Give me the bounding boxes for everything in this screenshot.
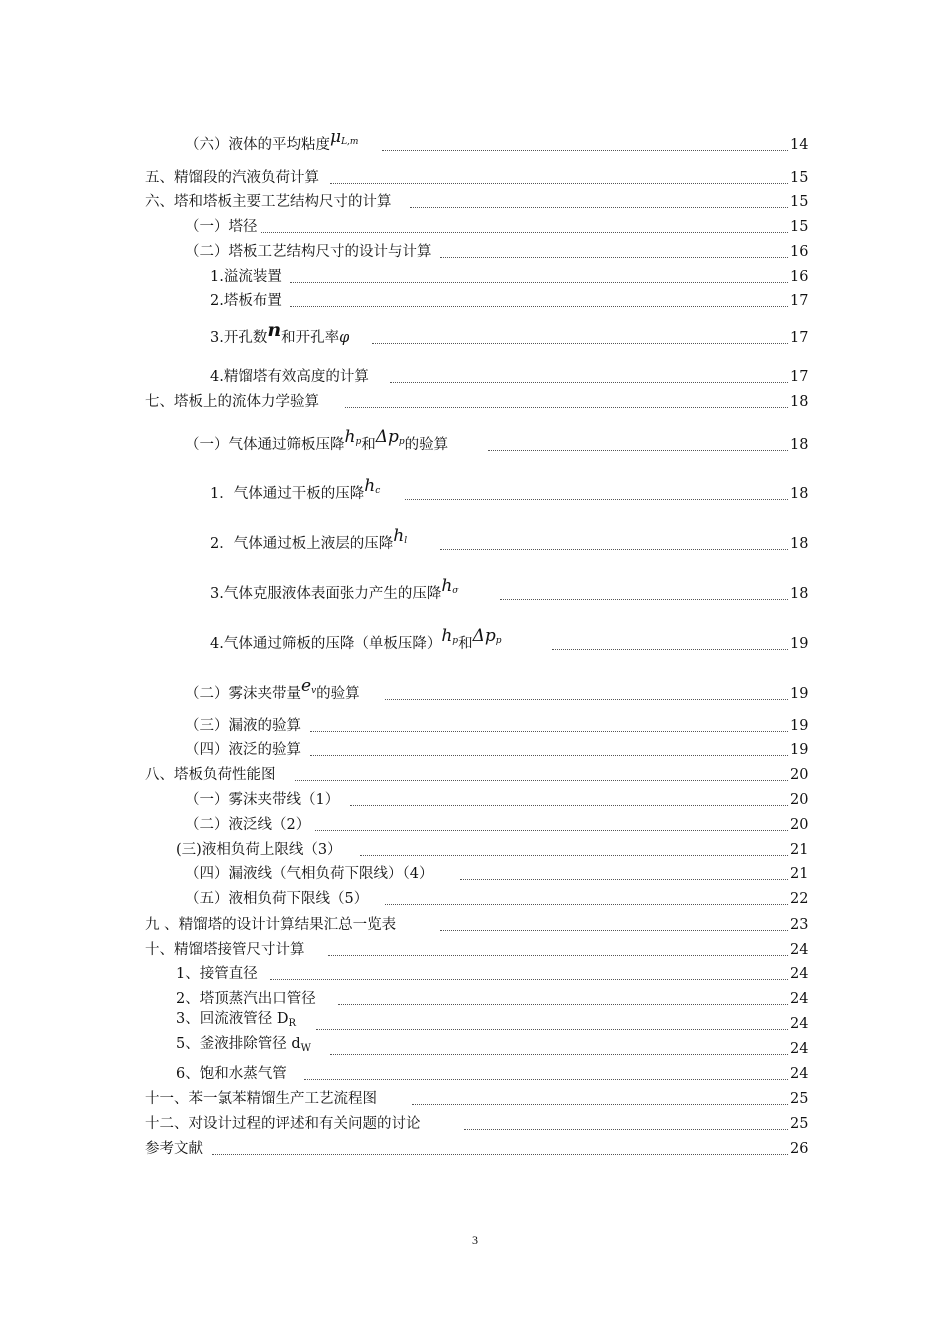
toc-entry — [0, 170, 950, 186]
toc-page-number: 15 — [790, 194, 809, 210]
toc-label: 1.溢流装置 — [210, 269, 285, 285]
dot-leader — [488, 450, 788, 451]
page-number: 3 — [472, 1233, 478, 1247]
toc-label: 3.气体克服液体表面张力产生的压降$h_\sigma$ — [210, 578, 461, 602]
toc-entry — [0, 576, 950, 602]
toc-entry — [0, 676, 950, 702]
toc-page-number: 24 — [790, 942, 809, 958]
dot-leader — [328, 955, 788, 956]
dot-leader — [382, 150, 788, 151]
toc-page-number: 16 — [790, 244, 809, 260]
toc-entry — [0, 1116, 950, 1132]
toc-entry — [0, 369, 950, 385]
toc-page-number: 15 — [790, 219, 809, 235]
toc-page-number: 15 — [790, 170, 809, 186]
toc-label: （四）液泛的验算 — [185, 742, 304, 758]
toc-page-number: 18 — [790, 437, 809, 453]
toc-entry — [0, 293, 950, 309]
dot-leader — [405, 499, 788, 500]
toc-entry — [0, 891, 950, 907]
toc-entry — [0, 269, 950, 285]
formula: $h_p$ — [441, 626, 459, 646]
formula: $h_p$ — [344, 427, 362, 447]
toc-label: （三）漏液的验算 — [185, 718, 304, 734]
toc-entry — [0, 842, 950, 858]
toc-page-number: 24 — [790, 1016, 809, 1032]
toc-page-number: 17 — [790, 330, 809, 346]
toc-entry — [0, 1011, 950, 1032]
dot-leader — [330, 183, 788, 184]
toc-page-number: 23 — [790, 917, 809, 933]
toc-page-number: 24 — [790, 966, 809, 982]
dot-leader — [345, 407, 788, 408]
toc-label: 3.开孔数n和开孔率φ — [210, 322, 352, 346]
toc-page-number: 24 — [790, 991, 809, 1007]
formula: $h_\sigma$ — [441, 576, 459, 596]
toc-label: 十一、苯一氯苯精馏生产工艺流程图 — [145, 1091, 380, 1107]
toc-label: 参考文献 — [145, 1141, 206, 1157]
formula: $h_c$ — [364, 476, 381, 496]
toc-entry — [0, 526, 950, 552]
formula: φ — [339, 330, 350, 346]
toc-label: 5、釜液排除管径 $d_W$ — [176, 1036, 314, 1057]
toc-page-number: 25 — [790, 1116, 809, 1132]
toc-entry — [0, 244, 950, 260]
toc-label: 十二、对设计过程的评述和有关问题的讨论 — [145, 1116, 424, 1132]
toc-entry — [0, 1091, 950, 1107]
dot-leader — [372, 343, 788, 344]
toc-entry — [0, 817, 950, 833]
toc-label: (三)液相负荷上限线（3） — [176, 842, 345, 858]
toc-label: 2.塔板布置 — [210, 293, 285, 309]
dot-leader — [260, 232, 788, 233]
toc-label: （一）塔径 — [185, 219, 261, 235]
toc-label: （二）液泛线（2） — [185, 817, 313, 833]
dot-leader — [310, 755, 788, 756]
toc-entry — [0, 767, 950, 783]
dot-leader — [304, 1079, 788, 1080]
toc-entry — [0, 917, 950, 933]
toc-page-number: 18 — [790, 486, 809, 502]
toc-entry — [0, 319, 950, 346]
toc-page-number: 24 — [790, 1041, 809, 1057]
dot-leader — [440, 549, 788, 550]
formula: $\Delta p_p$ — [375, 427, 405, 447]
toc-entry — [0, 1141, 950, 1157]
dot-leader — [440, 257, 788, 258]
toc-page-number: 16 — [790, 269, 809, 285]
toc-label: 4.气体通过筛板的压降（单板压降）$h_p$和$\Delta p_p$ — [210, 628, 505, 652]
dot-leader — [385, 699, 788, 700]
toc-label: 4.精馏塔有效高度的计算 — [210, 369, 372, 385]
toc-label: 九 、精馏塔的设计计算结果汇总一览表 — [145, 917, 399, 933]
toc-page-number: 17 — [790, 293, 809, 309]
toc-page-number: 20 — [790, 792, 809, 808]
toc-label: 五、精馏段的汽液负荷计算 — [145, 170, 322, 186]
dot-leader — [440, 930, 788, 931]
toc-label: 2、塔顶蒸汽出口管径 — [176, 991, 319, 1007]
dot-leader — [460, 879, 788, 880]
toc-label: 1、接管直径 — [176, 966, 261, 982]
subscript: W — [300, 1043, 311, 1054]
toc-label: 七、塔板上的流体力学验算 — [145, 394, 322, 410]
dot-leader — [316, 1029, 788, 1030]
dot-leader — [290, 282, 788, 283]
subscript: R — [288, 1018, 296, 1029]
toc-entry — [0, 626, 950, 652]
toc-label: 六、塔和塔板主要工艺结构尺寸的计算 — [145, 194, 395, 210]
toc-page-number: 20 — [790, 767, 809, 783]
dot-leader — [464, 1129, 788, 1130]
dot-leader — [315, 830, 788, 831]
toc-entry — [0, 1036, 950, 1057]
toc-entry — [0, 742, 950, 758]
toc-entry — [0, 792, 950, 808]
toc-entry — [0, 966, 950, 982]
toc-page-number: 25 — [790, 1091, 809, 1107]
toc-page-number: 17 — [790, 369, 809, 385]
toc-label: 八、塔板负荷性能图 — [145, 767, 279, 783]
toc-page-number: 19 — [790, 742, 809, 758]
toc-entry — [0, 219, 950, 235]
toc-label: （四）漏液线（气相负荷下限线）（4） — [185, 866, 436, 882]
toc-entry — [0, 942, 950, 958]
toc-label: 2．气体通过板上液层的压降$h_l$ — [210, 528, 410, 552]
toc-page-number: 21 — [790, 842, 809, 858]
dot-leader — [412, 1104, 788, 1105]
formula: $h_l$ — [393, 526, 408, 546]
toc-page-number: 20 — [790, 817, 809, 833]
toc-label: 6、饱和水蒸气管 — [176, 1066, 290, 1082]
dot-leader — [270, 979, 788, 980]
dot-leader — [338, 1004, 788, 1005]
formula: n — [267, 319, 282, 341]
toc-entry — [0, 394, 950, 410]
toc-label: （二）塔板工艺结构尺寸的设计与计算 — [185, 244, 435, 260]
toc-label: （二）雾沫夹带量$e_v$的验算 — [185, 678, 363, 702]
toc-page-number: 18 — [790, 586, 809, 602]
toc-entry — [0, 866, 950, 882]
dot-leader — [310, 731, 788, 732]
dot-leader — [290, 306, 788, 307]
toc-page-number: 19 — [790, 636, 809, 652]
dot-leader — [212, 1154, 788, 1155]
toc-page-number: 19 — [790, 686, 809, 702]
toc-entry — [0, 991, 950, 1007]
toc-label: （一）雾沫夹带线（1） — [185, 792, 342, 808]
formula: $\mu_{L,m}$ — [330, 127, 359, 147]
dot-leader — [410, 207, 788, 208]
formula: $\Delta p_p$ — [472, 626, 502, 646]
toc-label: 1．气体通过干板的压降$h_c$ — [210, 478, 383, 502]
dot-leader — [330, 1054, 788, 1055]
dot-leader — [350, 805, 788, 806]
toc-label: 3、回流液管径 $D_R$ — [176, 1011, 299, 1032]
toc-entry — [0, 427, 950, 453]
toc-page-number: 18 — [790, 536, 809, 552]
toc-label: 十、精馏塔接管尺寸计算 — [145, 942, 308, 958]
dot-leader — [390, 382, 788, 383]
toc-label: （六）液体的平均粘度$\mu_{L,m}$ — [185, 129, 361, 153]
dot-leader — [500, 599, 788, 600]
toc-entry — [0, 194, 950, 210]
dot-leader — [385, 904, 788, 905]
toc-entry — [0, 718, 950, 734]
toc-entry — [0, 476, 950, 502]
toc-page-number: 19 — [790, 718, 809, 734]
formula: $e_v$ — [301, 676, 317, 696]
toc-label: （一）气体通过筛板压降$h_p$和$\Delta p_p$的验算 — [185, 429, 451, 453]
toc-entry — [0, 1066, 950, 1082]
toc-entry — [0, 127, 950, 153]
toc-page-number: 26 — [790, 1141, 809, 1157]
dot-leader — [295, 780, 788, 781]
dot-leader — [360, 855, 788, 856]
toc-page-number: 21 — [790, 866, 809, 882]
toc-page-number: 18 — [790, 394, 809, 410]
toc-page-number: 22 — [790, 891, 809, 907]
dot-leader — [552, 649, 788, 650]
toc-label: （五）液相负荷下限线（5） — [185, 891, 371, 907]
toc-page-number: 24 — [790, 1066, 809, 1082]
toc-page-number: 14 — [790, 137, 809, 153]
